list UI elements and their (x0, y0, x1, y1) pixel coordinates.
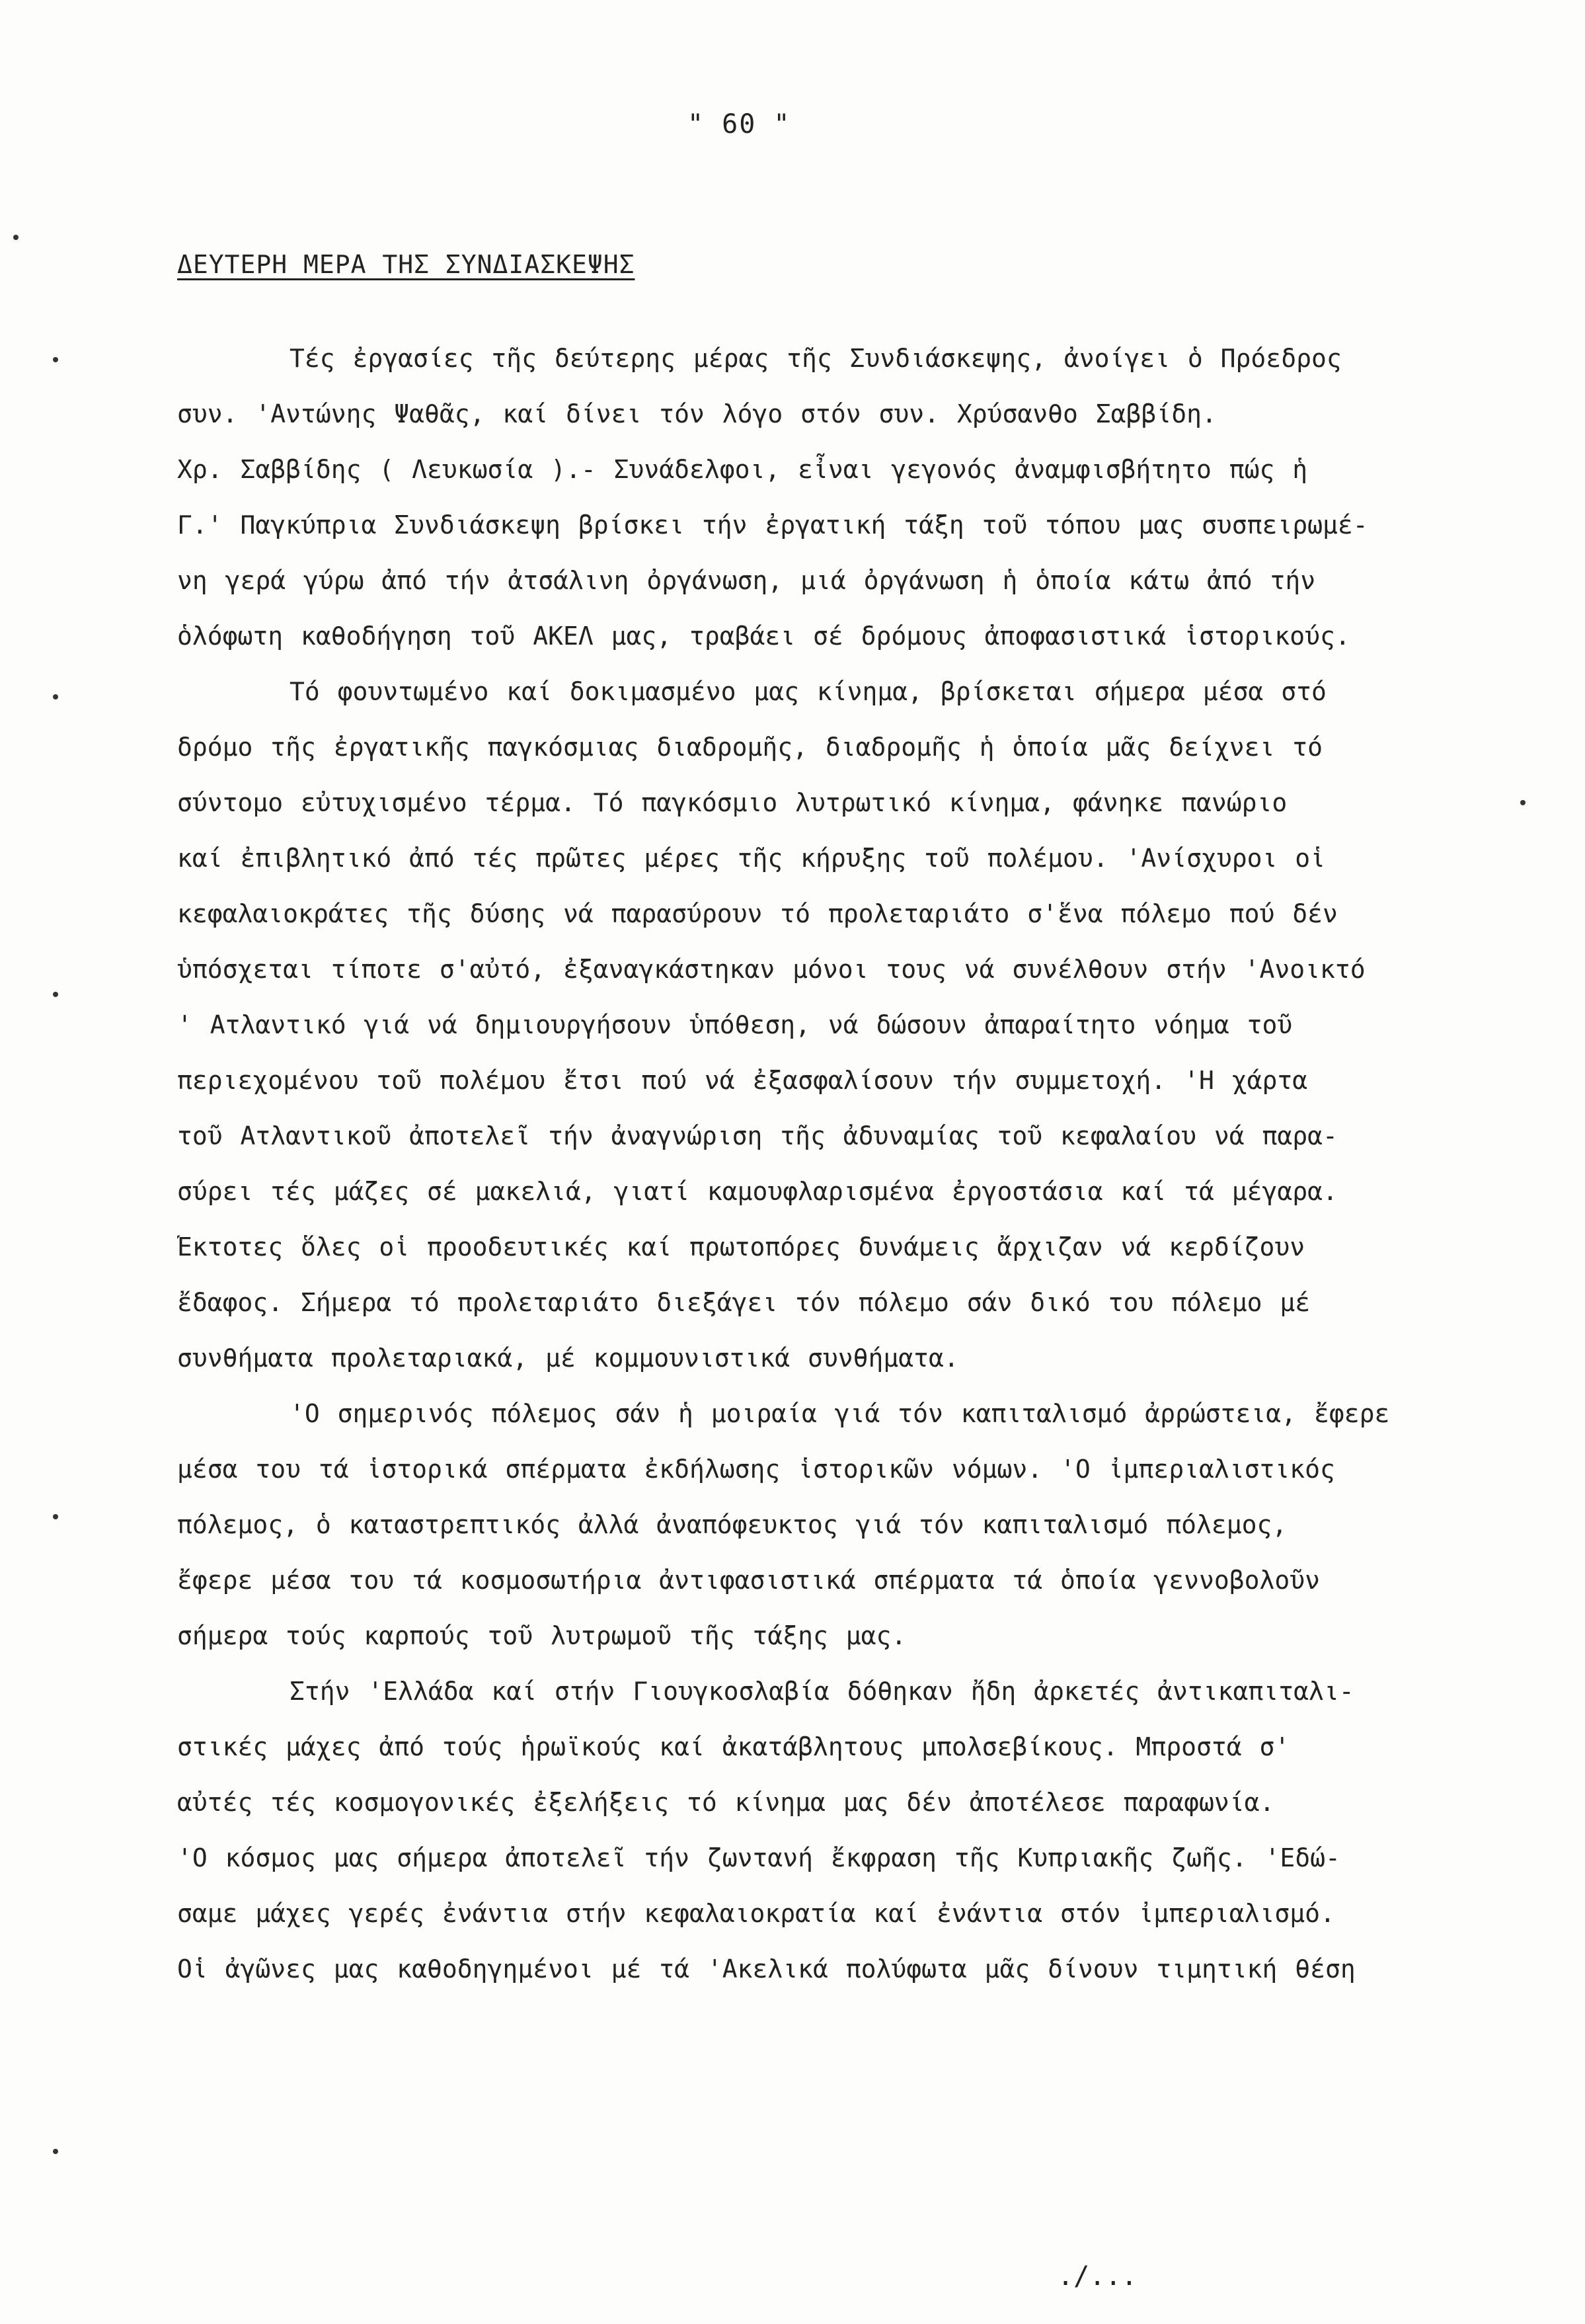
text-line: Τό φουντωμένο καί δοκιμασμένο μας κίνημα, βρίσκεται σήμερα μέσα στό (290, 677, 1327, 706)
section-heading: ΔΕΥΤΕΡΗ ΜΕΡΑ ΤΗΣ ΣΥΝΔΙΑΣΚΕΨΗΣ (177, 250, 635, 279)
text-line: Ἔκτοτες ὅλες οἱ προοδευτικές καί πρωτοπόρες δυνάμεις ἄρχιζαν νά κερδίζουν (177, 1232, 1305, 1262)
text-line: δρόμο τῆς ἐργατικῆς παγκόσμιας διαδρομῆς, διαδρομῆς ἡ ὁποία μᾶς δείχνει τό (177, 733, 1323, 762)
margin-speck (53, 694, 58, 700)
text-line: στικές μάχες ἀπό τούς ἡρωϊκούς καί ἀκατάβλητους μπολσεβίκους. Μπροστά σ' (177, 1732, 1290, 1761)
text-line: αὐτές τές κοσμογονικές ἐξελήξεις τό κίνημα μας δέν ἀποτέλεσε παραφωνία. (177, 1788, 1275, 1817)
text-line: κεφαλαιοκράτες τῆς δύσης νά παρασύρουν τό προλεταριάτο σ'ἕνα πόλεμο πού δέν (177, 899, 1338, 928)
text-line: τοῦ Ατλαντικοῦ ἀποτελεῖ τήν ἀναγνώριση τῆς ἀδυναμίας τοῦ κεφαλαίου νά παρα- (177, 1121, 1338, 1150)
text-line: σήμερα τούς καρπούς τοῦ λυτρωμοῦ τῆς τάξης μας. (177, 1621, 907, 1650)
text-line: 'Ο σημερινός πόλεμος σάν ἡ μοιραία γιά τόν καπιταλισμό ἀρρώστεια, ἔφερε (290, 1399, 1390, 1428)
text-line: σύρει τές μάζες σέ μακελιά, γιατί καμουφλαρισμένα ἐργοστάσια καί τά μέγαρα. (177, 1177, 1338, 1206)
text-line: σύντομο εὐτυχισμένο τέρμα. Τό παγκόσμιο λυτρωτικό κίνημα, φάνηκε πανώριο (177, 788, 1288, 817)
paragraph-4 (177, 1663, 1492, 1997)
margin-speck (13, 235, 19, 240)
text-line: 'Ο κόσμος μας σήμερα ἀποτελεῖ τήν ζωντανή ἔκφραση τῆς Κυπριακῆς ζωῆς. 'Εδώ- (177, 1843, 1340, 1872)
text-line: καί ἐπιβλητικό ἀπό τές πρῶτες μέρες τῆς κήρυξης τοῦ πολέμου. 'Ανίσχυροι οἱ (177, 844, 1325, 873)
text-line: συνθήματα προλεταριακά, μέ κομμουνιστικά συνθήματα. (177, 1343, 959, 1373)
text-line: νη γερά γύρω ἀπό τήν ἀτσάλινη ὀργάνωση, μιά ὀργάνωση ἡ ὁποία κάτω ἀπό τήν (177, 566, 1316, 595)
margin-speck (53, 1514, 58, 1519)
paragraph-1 (177, 331, 1492, 664)
text-line: σαμε μάχες γερές ἐνάντια στήν κεφαλαιοκρατία καί ἐνάντια στόν ἰμπεριαλισμό. (177, 1899, 1335, 1928)
text-line: Γ.' Παγκύπρια Συνδιάσκεψη βρίσκει τήν ἐργατική τάξη τοῦ τόπου μας συσπειρωμέ- (177, 510, 1368, 540)
margin-speck (53, 2149, 58, 2154)
text-line: πόλεμος, ὁ καταστρεπτικός ἀλλά ἀναπόφευκτος γιά τόν καπιταλισμό πόλεμος, (177, 1510, 1288, 1539)
text-line: μέσα του τά ἱστορικά σπέρματα ἐκδήλωσης ἱστορικῶν νόμων. 'Ο ἰμπεριαλιστικός (177, 1455, 1335, 1484)
page-number: " 60 " (687, 109, 791, 140)
text-line: Οἱ ἀγῶνες μας καθοδηγημένοι μέ τά 'Ακελικά πολύφωτα μᾶς δίνουν τιμητική θέση (177, 1954, 1356, 1983)
text-line: συν. 'Αντώνης Ψαθᾶς, καί δίνει τόν λόγο στόν συν. Χρύσανθο Σαββίδη. (177, 399, 1217, 428)
text-line: ἔφερε μέσα του τά κοσμοσωτήρια ἀντιφασιστικά σπέρματα τά ὁποία γεννοβολοῦν (177, 1566, 1320, 1595)
text-line: ὑπόσχεται τίποτε σ'αὐτό, ἐξαναγκάστηκαν μόνοι τους νά συνέλθουν στήν 'Ανοικτό (177, 955, 1366, 984)
text-line: ὁλόφωτη καθοδήγηση τοῦ ΑΚΕΛ μας, τραβάει σέ δρόμους ἀποφασιστικά ἱστορικούς. (177, 621, 1350, 651)
margin-speck (53, 992, 58, 997)
paragraph-2 (177, 664, 1492, 1386)
body-text (177, 331, 1492, 1997)
text-line: ' Ατλαντικό γιά νά δημιουργήσουν ὑπόθεση, νά δώσουν ἀπαραίτητο νόημα τοῦ (177, 1010, 1293, 1039)
text-line: Στήν 'Ελλάδα καί στήν Γιουγκοσλαβία δόθηκαν ἤδη ἀρκετές ἀντικαπιταλι- (290, 1677, 1354, 1706)
margin-speck (1520, 800, 1526, 805)
text-line: Χρ. Σαββίδης ( Λευκωσία ).- Συνάδελφοι, εἶναι γεγονός ἀναμφισβήτητο πώς ἡ (177, 455, 1308, 484)
paragraph-3 (177, 1386, 1492, 1663)
text-line: ἔδαφος. Σήμερα τό προλεταριάτο διεξάγει τόν πόλεμο σάν δικό του πόλεμο μέ (177, 1288, 1311, 1317)
text-line: περιεχομένου τοῦ πολέμου ἔτσι πού νά ἐξασφαλίσουν τήν συμμετοχή. 'Η χάρτα (177, 1066, 1308, 1095)
continuation-mark: ./... (1058, 2261, 1138, 2292)
margin-speck (53, 357, 58, 362)
text-line: Τές ἐργασίες τῆς δεύτερης μέρας τῆς Συνδιάσκεψης, ἀνοίγει ὁ Πρόεδρος (290, 344, 1342, 373)
